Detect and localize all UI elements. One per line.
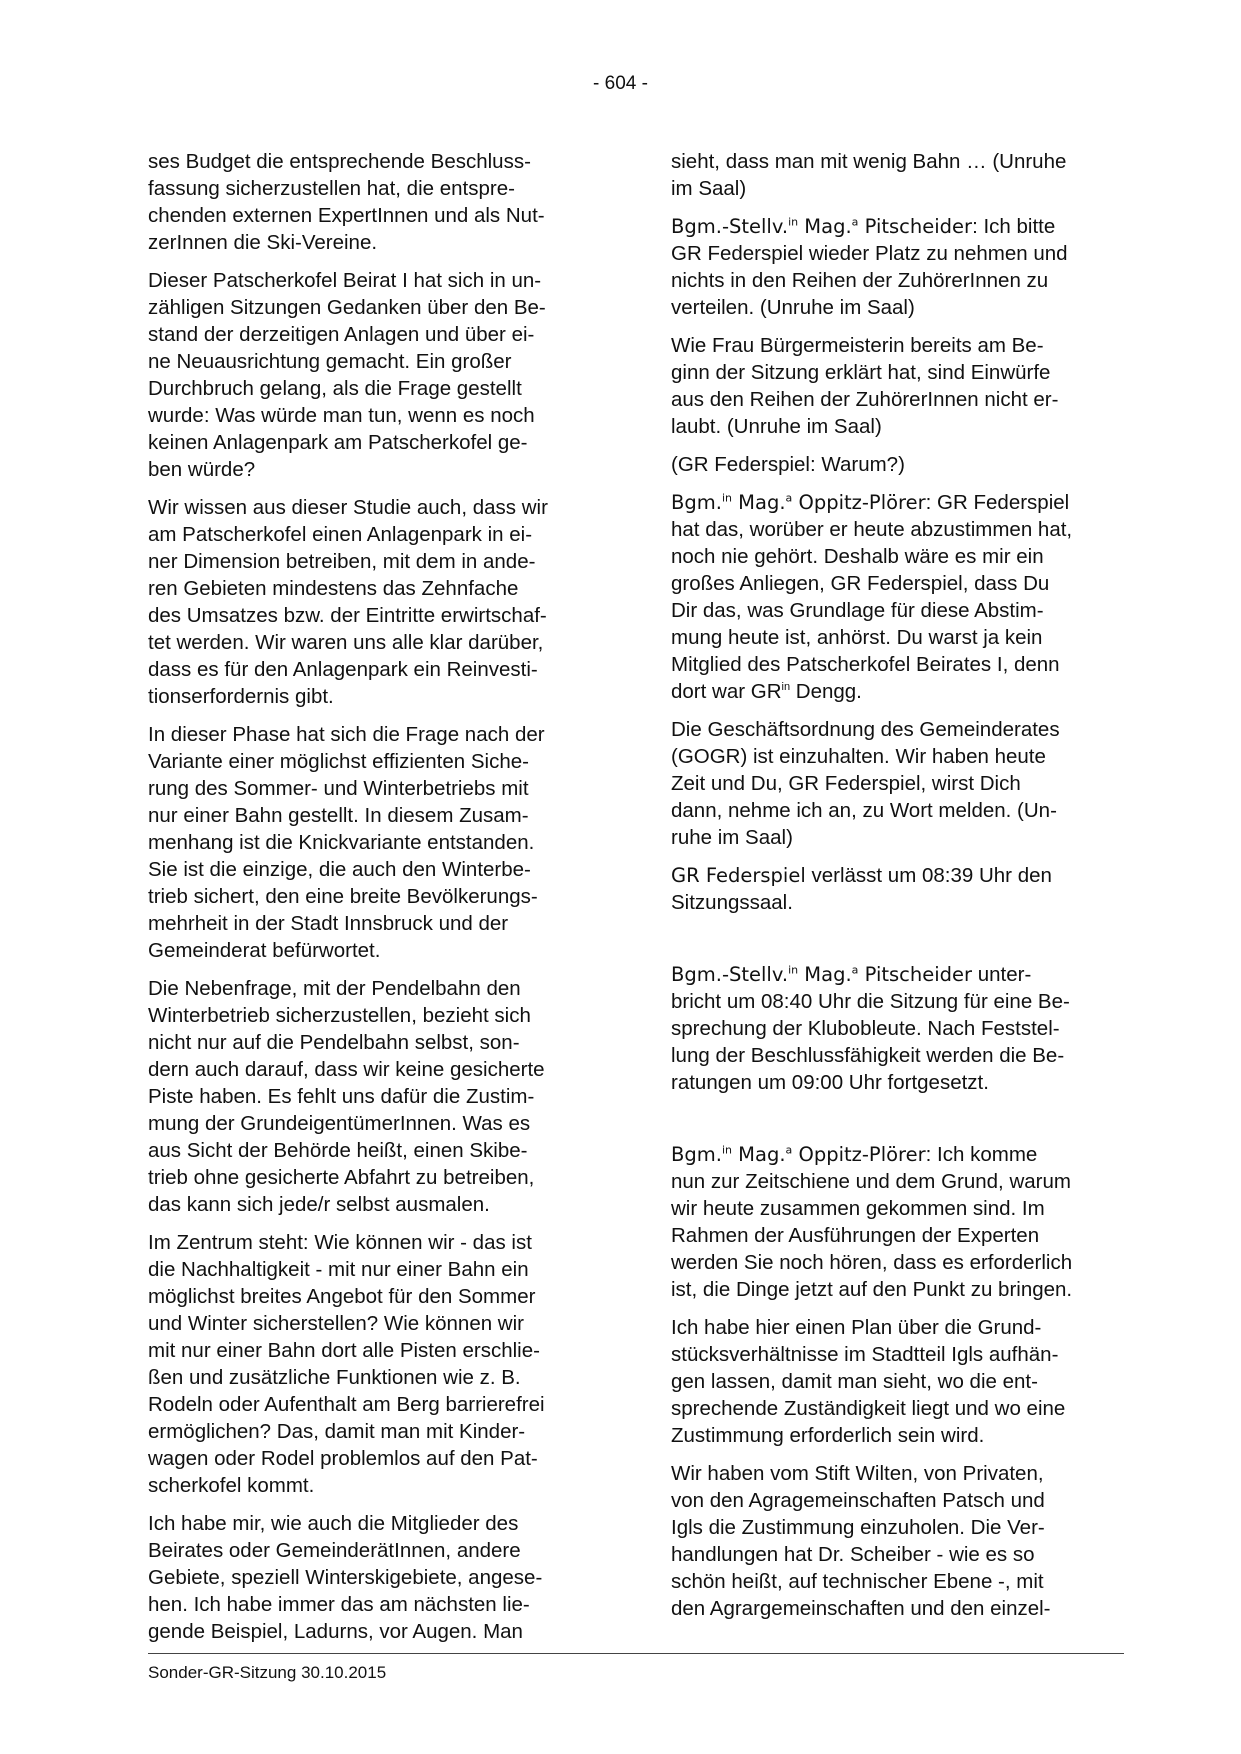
paragraph: Wie Frau Bürgermeisterin bereits am Be- ginn der Sitzung erklärt hat, sind Einwürfe aus den Reihen der ZuhörerInnen nicht er- laubt. (Unruhe im Saal) (671, 334, 1059, 438)
speaker-name: Bgm.-Stellv.$^{in}$ Mag.$^a$ Pitscheider (671, 963, 973, 986)
right-column (671, 148, 1116, 1633)
speech-text: : GR Federspiel hat das, worüber er heute abzustimmen hat, noch nie gehört. Deshalb wäre es mir ein großes Anliegen, GR Federspiel, dass Du Dir das, was Grundlage für diese Abstim- mung heute ist, anhörst. Du warst ja kein Mitglied des Patscherkofel Beirates I, denn dort war GR (671, 491, 1073, 703)
page-number: - 604 - (593, 73, 648, 94)
speech-text: : Ich komme nun zur Zeitschiene und dem Grund, warum wir heute zusammen gekommen sind. Im Rahmen der Ausführungen der Experten werden Sie noch hören, dass es erforderlich ist, die Dinge jetzt auf den Punkt zu bringen. (671, 1143, 1073, 1301)
speaker-name: Bgm.$^{in}$ Mag.$^a$ Oppitz-Plörer (671, 491, 926, 514)
paragraph: Im Zentrum steht: Wie können wir - das ist die Nachhaltigkeit - mit nur einer Bahn ein möglichst breites Angebot für den Sommer und Winter sicherstellen? Wie können wir mit nur einer Bahn dort alle Pisten erschlie- ßen und zusätzliche Funktionen wie z. B. Rodeln oder Aufenthalt am Berg barrierefrei ermöglichen? Das, damit man mit Kinder- wagen oder Rodel problemlos auf den Pat- scherkofel kommt. (148, 1231, 545, 1497)
superscript: in (781, 681, 791, 694)
speech-text: : Ich bitte GR Federspiel wieder Platz zu nehmen und nichts in den Reihen der ZuhörerInnen zu verteilen. (Unruhe im Saal) (671, 215, 1068, 319)
paragraph: ses Budget die entsprechende Beschluss- fassung sicherzustellen hat, die entspre- chenden externen ExpertInnen und als Nut- zerInnen die Ski-Vereine. (148, 150, 545, 254)
speaker-name: Bgm.$^{in}$ Mag.$^a$ Oppitz-Plörer (671, 1143, 926, 1166)
paragraph: Wir wissen aus dieser Studie auch, dass wir am Patscherkofel einen Anlagenpark in ei- ner Dimension betreiben, mit dem in ande- ren Gebieten mindestens das Zehnfache des Umsatzes bzw. der Eintritte erwirtschaf- tet werden. Wir waren uns alle klar darüber, dass es für den Anlagenpark ein Reinvesti- tionserfordernis gibt. (148, 496, 548, 708)
paragraph: Wir haben vom Stift Wilten, von Privaten, von den Agragemeinschaften Patsch und Igls die Zustimmung einzuholen. Die Ver- handlungen hat Dr. Scheiber - wie es so schön heißt, auf technischer Ebene -, mit den Agrargemeinschaften und den einzel- (671, 1462, 1051, 1620)
action-text: unter- bricht um 08:40 Uhr die Sitzung für eine Be- sprechung der Klubobleute. Nach Feststel- lung der Beschlussfähigkeit werden die Be- ratungen um 09:00 Uhr fortgesetzt. (671, 963, 1070, 1094)
speech-text: Dengg. (790, 680, 862, 703)
action-note (671, 862, 1116, 916)
speech-paragraph (671, 1141, 1116, 1303)
speech-paragraph (671, 213, 1116, 321)
paragraph: Ich habe mir, wie auch die Mitglieder des Beirates oder GemeinderätInnen, andere Gebiete, speziell Winterskigebiete, angese- hen. Ich habe immer das am nächsten lie- gende Beispiel, Ladurns, vor Augen. Man (148, 1512, 543, 1643)
left-column (148, 148, 593, 1656)
paragraph: Die Nebenfrage, mit der Pendelbahn den Winterbetrieb sicherzustellen, bezieht sich nicht nur auf die Pendelbahn selbst, son- dern auch darauf, dass wir keine gesicherte Piste haben. Es fehlt uns dafür die Zustim- mung der GrundeigentümerInnen. Was es aus Sicht der Behörde heißt, einen Skibe- trieb ohne gesicherte Abfahrt zu betreiben, das kann sich jede/r selbst ausmalen. (148, 977, 545, 1216)
paragraph: Ich habe hier einen Plan über die Grund- stücksverhältnisse im Stadtteil Igls aufhän- gen lassen, damit man sieht, wo die ent- sprechende Zuständigkeit liegt und wo eine Zustimmung erforderlich sein wird. (671, 1316, 1066, 1447)
speaker-name: GR Federspiel (671, 864, 806, 887)
action-note (671, 961, 1116, 1096)
paragraph: sieht, dass man mit wenig Bahn … (Unruhe im Saal) (671, 150, 1067, 200)
footer-divider (148, 1653, 1124, 1654)
paragraph: In dieser Phase hat sich die Frage nach der Variante einer möglichst effizienten Siche- rung des Sommer- und Winterbetriebs mit nur einer Bahn gestellt. In diesem Zusam- menhang ist die Knickvariante entstanden. Sie ist die einzige, die auch den Winterbe- trieb sichert, den eine breite Bevölkerungs- mehrheit in der Stadt Innsbruck und der Gemeinderat befürwortet. (148, 723, 545, 962)
paragraph: Die Geschäftsordnung des Gemeinderates (GOGR) ist einzuhalten. Wir haben heute Zeit und Du, GR Federspiel, wirst Dich dann, nehme ich an, zu Wort melden. (Un- ruhe im Saal) (671, 718, 1060, 849)
footer-session-label: Sonder-GR-Sitzung 30.10.2015 (148, 1663, 387, 1682)
interjection: (GR Federspiel: Warum?) (671, 453, 905, 476)
paragraph: Dieser Patscherkofel Beirat I hat sich in un- zähligen Sitzungen Gedanken über den Be- stand der derzeitigen Anlagen und über ei- ne Neuausrichtung gemacht. Ein großer Durchbruch gelang, als die Frage gestellt wurde: Was würde man tun, wenn es noch keinen Anlagenpark am Patscherkofel ge- ben würde? (148, 269, 546, 481)
speaker-name: Bgm.-Stellv.$^{in}$ Mag.$^a$ Pitscheider (671, 215, 973, 238)
action-text: verlässt um 08:39 Uhr den Sitzungssaal. (671, 864, 1052, 914)
spacer (671, 927, 1116, 961)
spacer (671, 1107, 1116, 1141)
speech-paragraph (671, 489, 1116, 705)
